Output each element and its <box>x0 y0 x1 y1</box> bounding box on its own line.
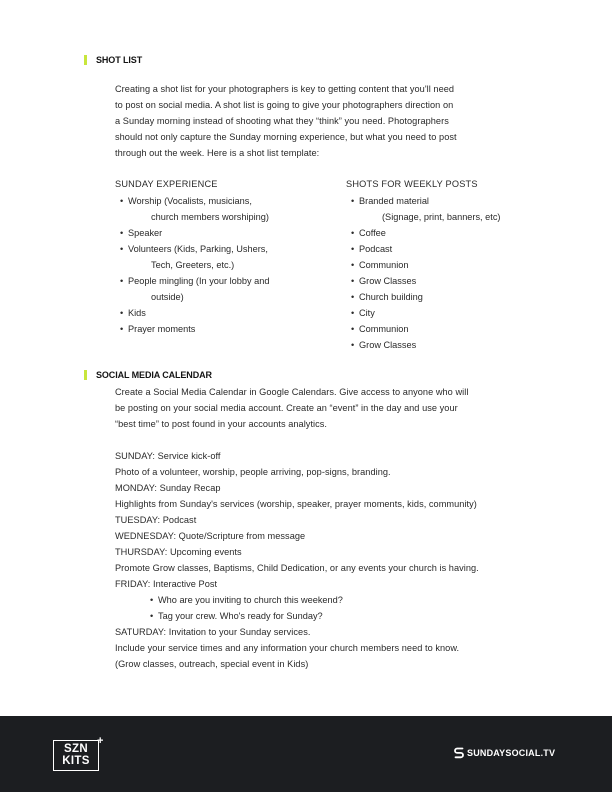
bullet-icon: • <box>351 308 355 318</box>
bullet-icon: • <box>150 611 154 621</box>
list-item: • Tag your crew. Who's ready for Sunday? <box>158 608 343 624</box>
bullet-icon: • <box>120 276 124 286</box>
page-footer <box>0 716 612 792</box>
intro-line: a Sunday morning instead of shooting what they “think” you need. Photographers <box>115 116 449 126</box>
list-item: • Communion <box>359 257 500 273</box>
schedule-line: Photo of a volunteer, worship, people arriving, pop-signs, branding. <box>115 467 391 477</box>
sunday-experience-list <box>120 193 270 337</box>
brand-url: SUNDAYSOCIAL.TV <box>467 748 556 758</box>
schedule-line: FRIDAY: Interactive Post <box>115 579 218 589</box>
list-item: • Branded material <box>359 193 500 209</box>
list-item: • Podcast <box>359 241 500 257</box>
list-item-continuation: Tech, Greeters, etc.) <box>151 260 235 270</box>
bullet-icon: • <box>120 228 124 238</box>
list-item: • Volunteers (Kids, Parking, Ushers, <box>128 241 269 257</box>
schedule-line: Promote Grow classes, Baptisms, Child Dedication, or any events your church is having. <box>115 563 479 573</box>
closing-line: SATURDAY: Invitation to your Sunday services. <box>115 627 311 637</box>
bullet-icon: • <box>351 324 355 334</box>
closing-line: (Grow classes, outreach, special event in Kids) <box>115 659 309 669</box>
list-item: • Church building <box>359 289 500 305</box>
schedule-line: Highlights from Sunday's services (worship, speaker, prayer moments, kids, community) <box>115 499 477 509</box>
intro-line: Create a Social Media Calendar in Google Calendars. Give access to anyone who will <box>115 387 469 397</box>
weekly-posts-heading: SHOTS FOR WEEKLY POSTS <box>346 179 478 189</box>
sunday-social-logo-icon <box>454 746 464 760</box>
intro-line: through out the week. Here is a shot list template: <box>115 148 320 158</box>
schedule-line: TUESDAY: Podcast <box>115 515 197 525</box>
list-item: • People mingling (In your lobby and <box>128 273 269 289</box>
bullet-icon: • <box>351 260 355 270</box>
intro-line: to post on social media. A shot list is going to give your photographers direction on <box>115 100 454 110</box>
intro-line: should not only capture the Sunday morning experience, but what you need to post <box>115 132 457 142</box>
sunday-experience-heading: SUNDAY EXPERIENCE <box>115 179 218 189</box>
list-item-continuation: church members worshiping) <box>151 212 269 222</box>
bullet-icon: • <box>351 276 355 286</box>
list-item-continuation: outside) <box>151 292 184 302</box>
list-item: • Prayer moments <box>128 321 269 337</box>
calendar-heading: SOCIAL MEDIA CALENDAR <box>96 370 212 380</box>
intro-line: Creating a shot list for your photographers is key to getting content that you'll need <box>115 84 455 94</box>
schedule-line: MONDAY: Sunday Recap <box>115 483 221 493</box>
intro-line: “best time” to post found in your accounts analytics. <box>115 419 328 429</box>
bullet-icon: • <box>351 196 355 206</box>
schedule-line: WEDNESDAY: Quote/Scripture from message <box>115 531 306 541</box>
bullet-icon: • <box>120 308 124 318</box>
schedule-line: SUNDAY: Service kick-off <box>115 451 221 461</box>
bullet-icon: • <box>120 196 124 206</box>
list-item: • Kids <box>128 305 269 321</box>
bullet-icon: • <box>351 228 355 238</box>
list-item: • Coffee <box>359 225 500 241</box>
list-item: • Speaker <box>128 225 269 241</box>
logo-text-top: SZN <box>64 743 88 755</box>
calendar-closing <box>115 624 459 672</box>
calendar-schedule <box>115 448 479 592</box>
plus-icon: + <box>97 735 104 747</box>
weekly-posts-list <box>351 193 501 353</box>
list-item: • Grow Classes <box>359 337 500 353</box>
list-item: • Who are you inviting to church this weekend? <box>158 592 343 608</box>
intro-line: be posting on your social media account. Create an “event” in the day and use your <box>115 403 458 413</box>
shot-list-heading: SHOT LIST <box>96 55 143 65</box>
list-item: • Worship (Vocalists, musicians, <box>128 193 269 209</box>
calendar-intro <box>115 384 468 432</box>
list-item-continuation: (Signage, print, banners, etc) <box>382 212 501 222</box>
shot-list-intro <box>115 81 457 161</box>
list-item: • Communion <box>359 321 500 337</box>
closing-line: Include your service times and any information your church members need to know. <box>115 643 460 653</box>
logo-text-bottom: KITS <box>62 755 90 767</box>
bullet-icon: • <box>120 324 124 334</box>
list-item: • Grow Classes <box>359 273 500 289</box>
szn-kits-logo <box>53 740 99 771</box>
shot-list-accent-bar <box>84 55 87 65</box>
bullet-icon: • <box>351 292 355 302</box>
bullet-icon: • <box>120 244 124 254</box>
bullet-icon: • <box>150 595 154 605</box>
friday-bullets <box>150 592 343 624</box>
bullet-icon: • <box>351 340 355 350</box>
calendar-accent-bar <box>84 370 87 380</box>
list-item: • City <box>359 305 500 321</box>
bullet-icon: • <box>351 244 355 254</box>
schedule-line: THURSDAY: Upcoming events <box>115 547 242 557</box>
